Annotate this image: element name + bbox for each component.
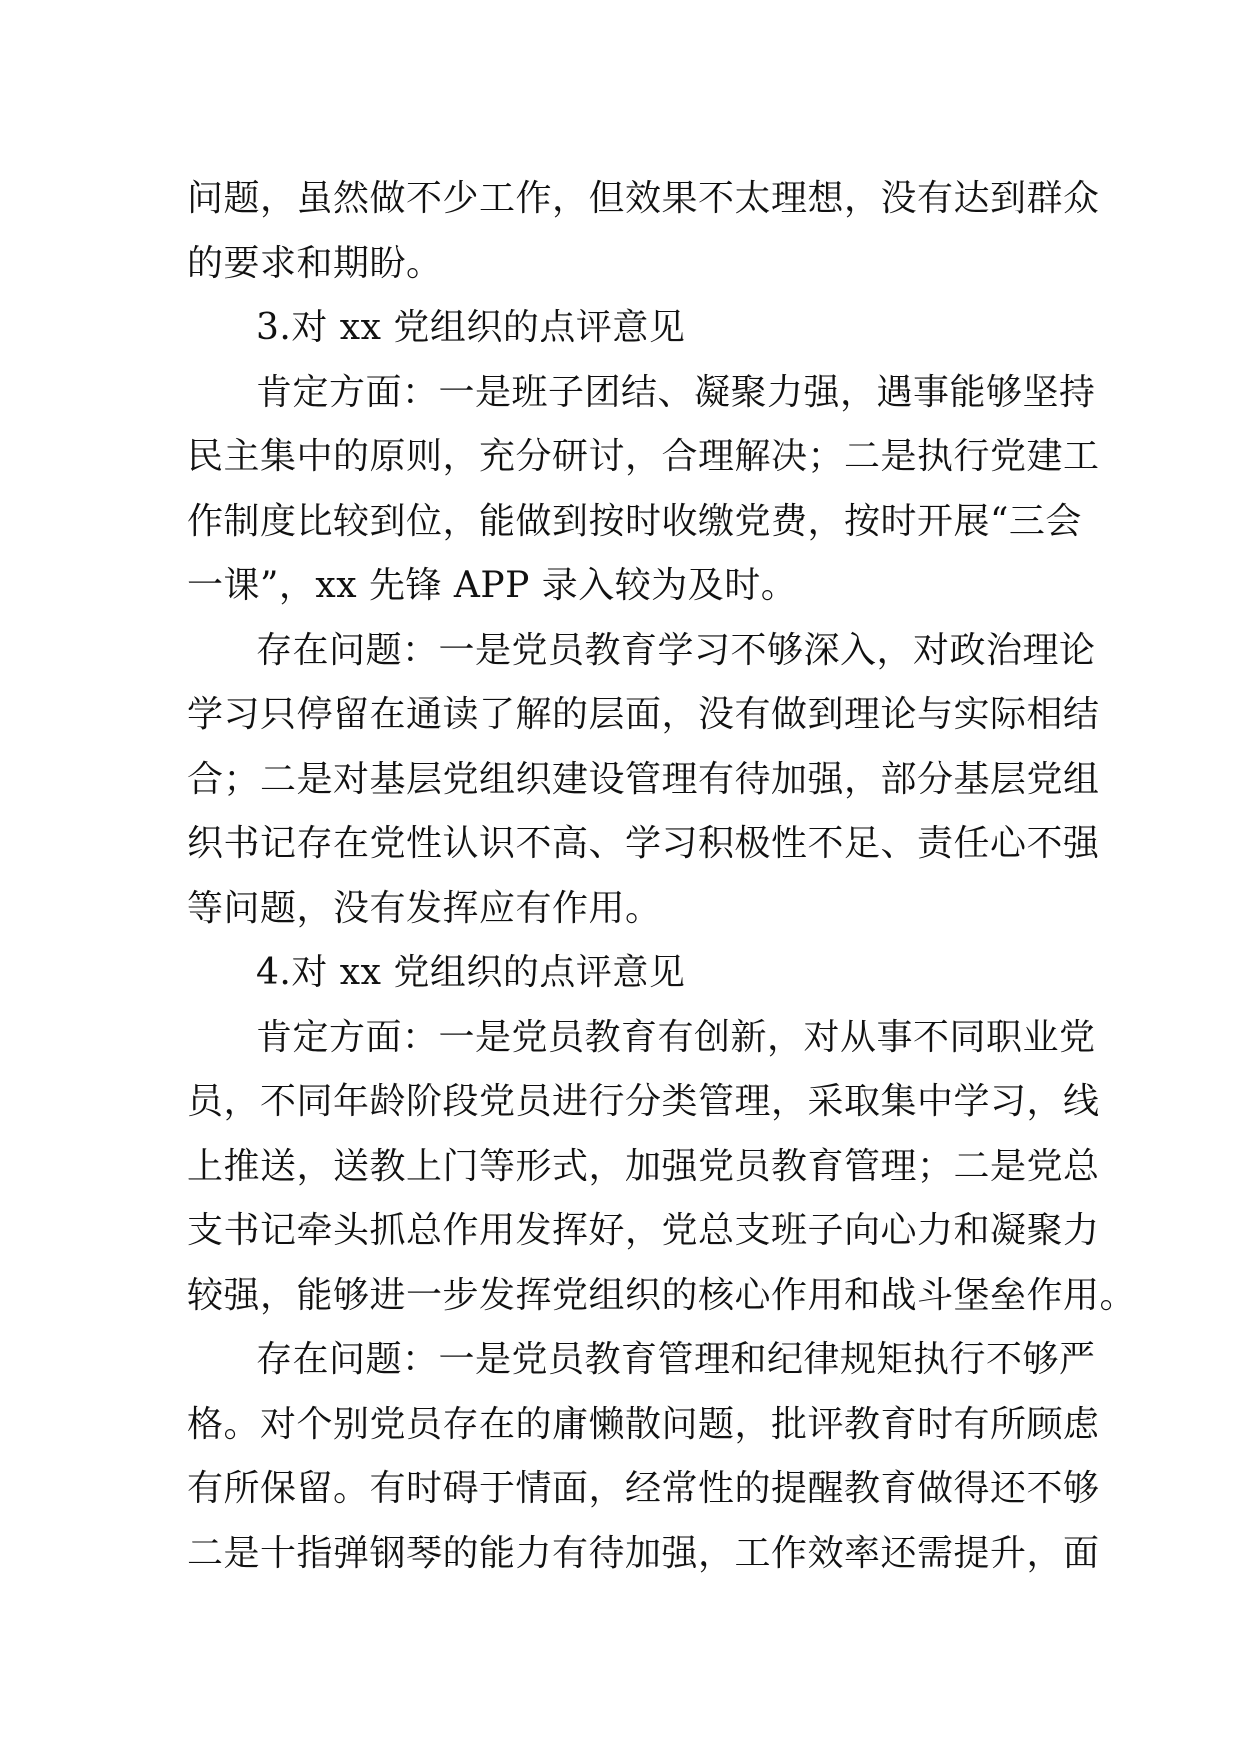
paragraph-start-line: 存在问题：一是党员教育管理和纪律规矩执行不够严 (256, 1339, 1096, 1380)
paragraph-start-line: 肯定方面：一是班子团结、凝聚力强，遇事能够坚持 (256, 371, 1096, 413)
text-line: 二是十指弹钢琴的能力有待加强，工作效率还需提升，面 (187, 1532, 1100, 1574)
text-line: 上推送，送教上门等形式，加强党员教育管理；二是党总 (187, 1145, 1100, 1187)
text-line: 作制度比较到位，能做到按时收缴党费，按时开展“三会 (187, 500, 1082, 542)
text-line: 一课”，xx 先锋 APP 录入较为及时。 (187, 565, 798, 606)
document-body (187, 167, 1137, 1586)
text-line: 的要求和期盼。 (187, 242, 443, 284)
text-line: 学习只停留在通读了解的层面，没有做到理论与实际相结 (187, 694, 1100, 735)
text-line: 员，不同年龄阶段党员进行分类管理，采取集中学习，线 (187, 1081, 1100, 1122)
paragraph-start-line: 肯定方面：一是党员教育有创新，对从事不同职业党 (256, 1016, 1096, 1058)
section-heading: 4.对 xx 党组织的点评意见 (256, 952, 686, 993)
text-line: 织书记存在党性认识不高、学习积极性不足、责任心不强 (187, 823, 1100, 864)
text-line: 民主集中的原则，充分研讨，合理解决；二是执行党建工 (187, 436, 1100, 477)
paragraph-start-line: 存在问题：一是党员教育学习不够深入，对政治理论 (256, 629, 1096, 671)
text-line: 支书记牵头抓总作用发挥好，党总支班子向心力和凝聚力 (187, 1210, 1100, 1251)
text-line: 格。对个别党员存在的庸懒散问题，批评教育时有所顾虑 (187, 1403, 1100, 1445)
text-line: 较强，能够进一步发挥党组织的核心作用和战斗堡垒作用。 (187, 1274, 1137, 1316)
text-line: 等问题，没有发挥应有作用。 (187, 887, 662, 929)
text-line: 问题，虽然做不少工作，但效果不太理想，没有达到群众 (187, 178, 1100, 219)
section-heading: 3.对 xx 党组织的点评意见 (256, 307, 686, 348)
text-line: 合；二是对基层党组织建设管理有待加强，部分基层党组 (187, 758, 1100, 800)
text-line: 有所保留。有时碍于情面，经常性的提醒教育做得还不够 (187, 1468, 1100, 1509)
